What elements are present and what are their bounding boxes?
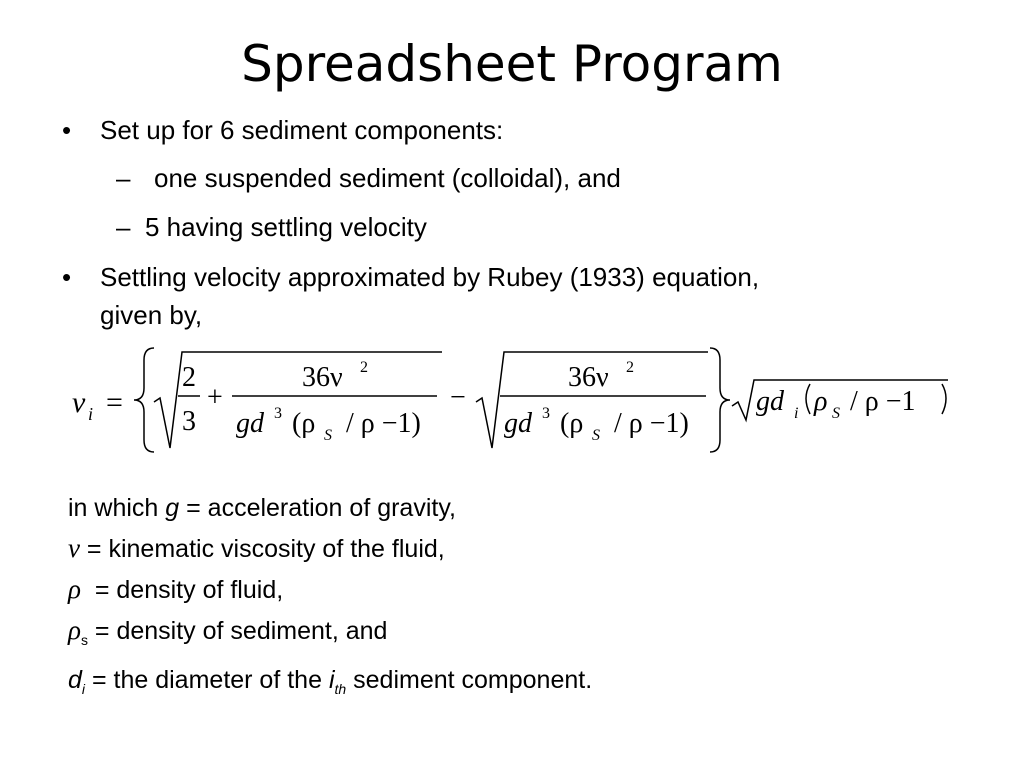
def-rho: ρ = density of fluid,	[68, 574, 284, 604]
eq-frac1-num: 2	[182, 362, 196, 393]
eq-minus: −	[450, 382, 466, 413]
symbol-d: d	[68, 666, 82, 694]
eq-den-2-s: S	[592, 427, 600, 444]
symbol-rho: ρ	[68, 574, 81, 604]
def-rhos: $\rho_s$ = density of sediment, and	[68, 615, 388, 648]
eq-plus: +	[207, 382, 223, 413]
slide-title: Spreadsheet Program	[241, 35, 783, 93]
eq-den-1-s: S	[324, 427, 332, 444]
symbol-i: i	[328, 666, 335, 694]
bullet-text-line1: Settling velocity approximated by Rubey (1933) equation,	[100, 262, 760, 292]
eq-num-1: 36ν	[302, 362, 343, 393]
eq-den-2-cube: 3	[542, 405, 550, 422]
rubey-equation	[62, 340, 962, 460]
sub-bullet-text: one suspended sediment (colloidal), and	[154, 163, 621, 193]
right-brace	[710, 348, 730, 452]
left-brace	[134, 348, 154, 452]
bullet-marker: •	[62, 262, 72, 292]
bullet-marker: •	[62, 115, 72, 145]
symbol-g: g	[165, 494, 180, 522]
eq-den-1-cube: 3	[274, 405, 282, 422]
eq-den-2-tail: / ρ −1)	[614, 408, 689, 439]
eq-num-2: 36ν	[568, 362, 609, 393]
eq-den-2-rho: (ρ	[560, 408, 584, 439]
def-nu: ν = kinematic viscosity of the fluid,	[68, 533, 445, 563]
symbol-rhos: ρ	[68, 615, 81, 645]
bullet-text-line2: given by,	[100, 300, 203, 330]
eq-sqrt-rho: ρ	[814, 386, 828, 417]
eq-num-2-sq: 2	[626, 359, 634, 376]
symbol-nu: ν	[68, 533, 80, 563]
eq-sqrt-tail: / ρ −1	[850, 386, 916, 417]
eq-sqrt-gd-sub: i	[794, 405, 799, 422]
eq-den-2-gd: gd	[504, 408, 532, 439]
def-d: $d_i$ = the diameter of the $i_{th}$ sediment component.	[68, 666, 593, 697]
def-g: in which g = acceleration of gravity,	[68, 494, 456, 522]
eq-frac1-den: 3	[182, 406, 196, 437]
symbol-rhos-sub: s	[80, 632, 88, 648]
eq-den-1-tail: / ρ −1)	[346, 408, 421, 439]
eq-equals: =	[106, 386, 123, 419]
bullet-text: Set up for 6 sediment components:	[100, 115, 504, 145]
sub-bullet-marker: –	[116, 163, 131, 193]
eq-sqrt-gd: gd	[756, 386, 784, 417]
eq-num-1-sq: 2	[360, 359, 368, 376]
definitions	[68, 488, 592, 709]
eq-lhs: v	[72, 386, 86, 419]
eq-den-1-gd: gd	[236, 408, 264, 439]
sub-bullet-marker: –	[116, 212, 131, 242]
eq-sqrt-rho-sub: S	[832, 405, 840, 422]
eq-lhs-sub: i	[88, 404, 94, 424]
eq-den-1-rho: (ρ	[292, 408, 316, 439]
sub-bullet-text: 5 having settling velocity	[145, 212, 427, 242]
